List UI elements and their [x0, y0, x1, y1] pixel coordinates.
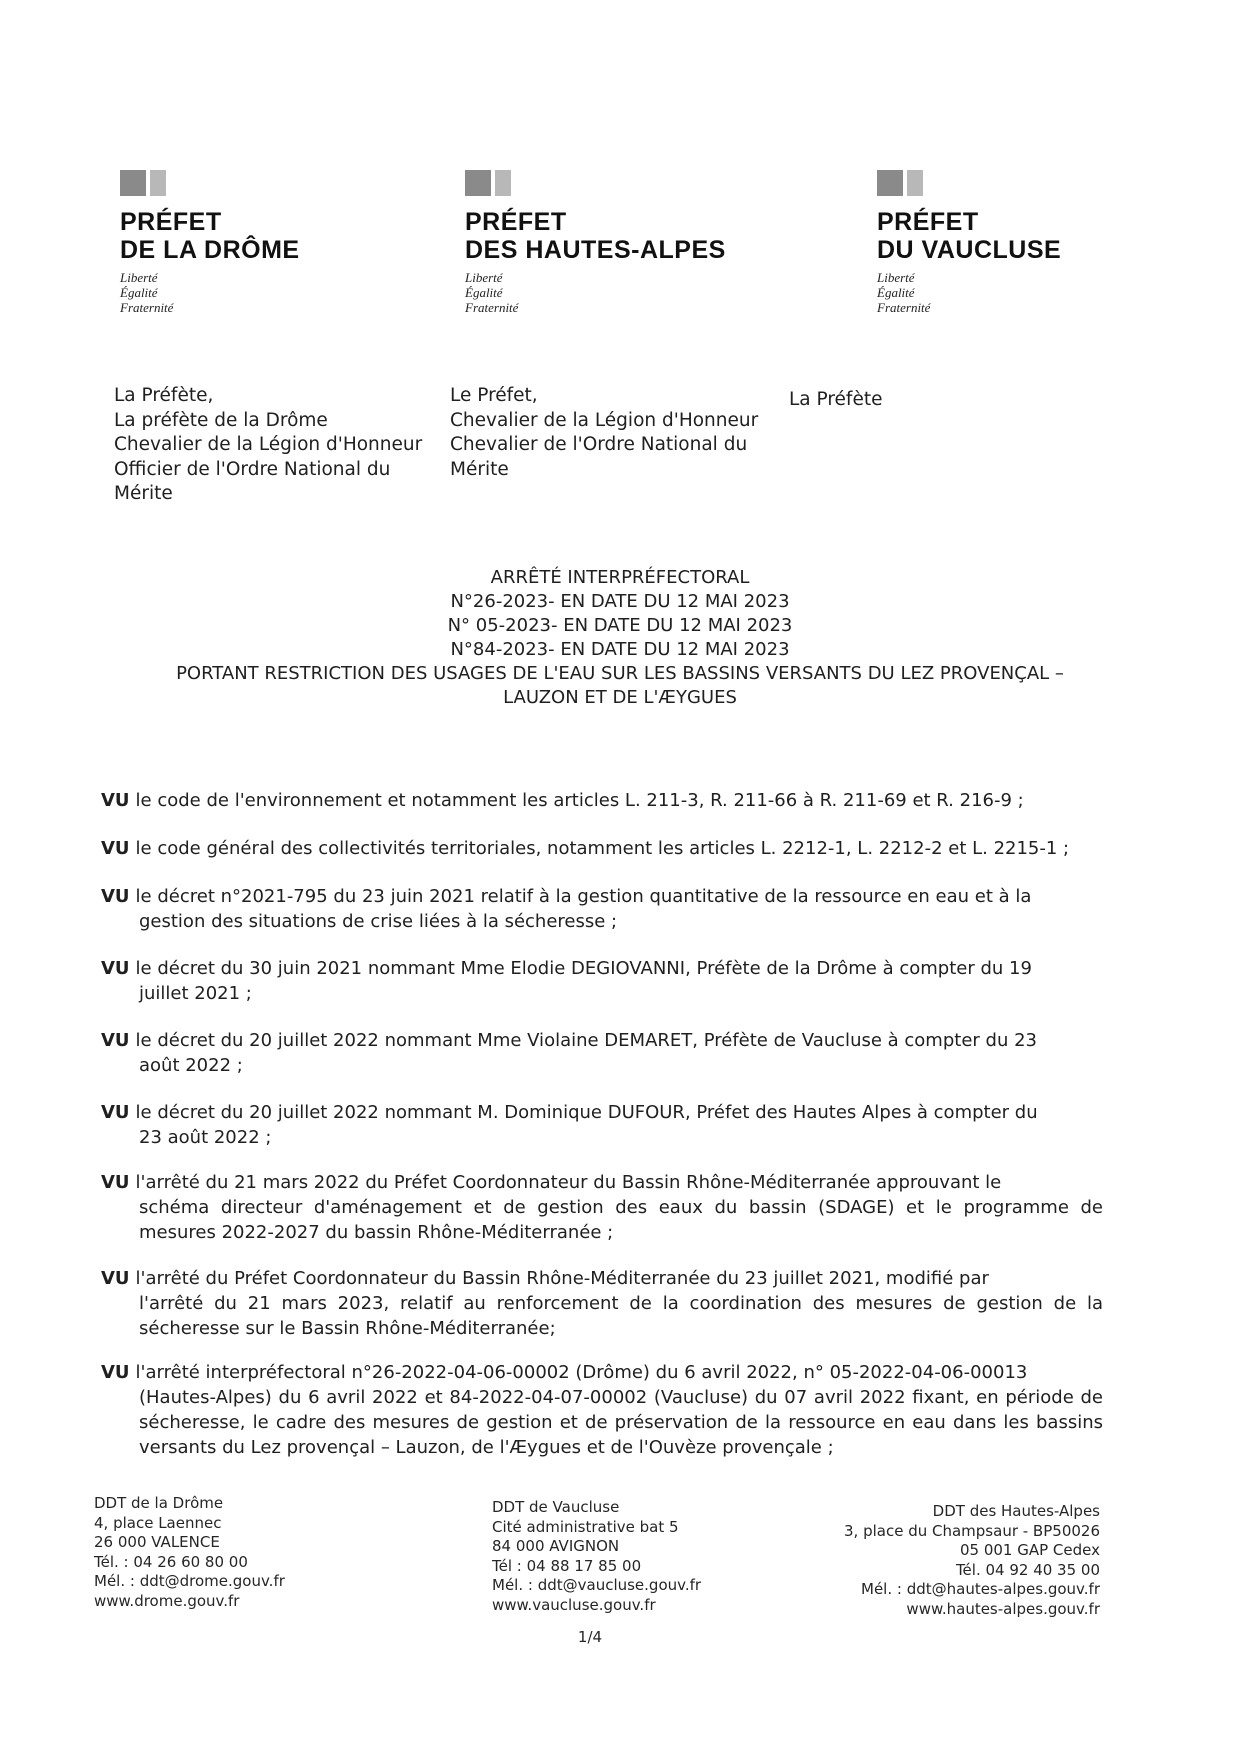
- vu-item: VU le code de l'environnement et notamment les articles L. 211-3, R. 211-66 à R. 211-69 et R. 216-9 ;: [101, 790, 1024, 811]
- logo-prefet-hautes-alpes: [465, 170, 785, 315]
- vu-keyword: VU: [101, 886, 130, 907]
- signatory-drome: La Préfète, La préfète de la Drôme Chevalier de la Légion d'Honneur Officier de l'Ordre National du Mérite: [114, 385, 423, 504]
- logo-motto: Liberté Égalité Fraternité: [120, 270, 174, 315]
- logo-motto: Liberté Égalité Fraternité: [877, 270, 931, 315]
- signatory-vaucluse: La Préfète: [789, 389, 883, 410]
- marianne-flag-icon: [465, 170, 785, 196]
- vu-item: VU le code général des collectivités territoriales, notamment les articles L. 2212-1, L. 2212-2 et L. 2215-1 ;: [101, 838, 1070, 859]
- logo-title: PRÉFET DU VAUCLUSE: [877, 208, 1062, 264]
- vu-keyword: VU: [101, 1268, 130, 1289]
- vu-item: VU l'arrêté interpréfectoral n°26-2022-04-06-00002 (Drôme) du 6 avril 2022, n° 05-2022-04-06-00013 (Hautes-Alpes) du 6 avril 2022 et 84-2022-04-07-00002 (Vaucluse) du 07 avril 2022 fixant, en période de sécheresse, le cadre des mesures de gestion et de préservation de la ressource en eau dans les bassins versants du Lez provençal – Lauzon, de l'Æygues et de l'Ouvèze provençale ;: [101, 1362, 1103, 1458]
- vu-keyword: VU: [101, 1172, 130, 1193]
- marianne-flag-icon: [877, 170, 1137, 196]
- vu-item: VU le décret du 30 juin 2021 nommant Mme Elodie DEGIOVANNI, Préfète de la Drôme à compter du 19 juillet 2021 ;: [101, 958, 1032, 1004]
- vu-item: VU l'arrêté du 21 mars 2022 du Préfet Coordonnateur du Bassin Rhône-Méditerranée approuvant le schéma directeur d'aménagement et de gestion des eaux du bassin (SDAGE) et le programme de mesures 2022-2027 du bassin Rhône-Méditerranée ;: [101, 1172, 1103, 1243]
- signatory-hautes-alpes: Le Préfet, Chevalier de la Légion d'Honneur Chevalier de l'Ordre National du Mérite: [450, 385, 759, 480]
- marianne-flag-icon: [120, 170, 440, 196]
- vu-item: VU le décret du 20 juillet 2022 nommant M. Dominique DUFOUR, Préfet des Hautes Alpes à compter du 23 août 2022 ;: [101, 1102, 1038, 1148]
- logo-title: PRÉFET DES HAUTES-ALPES: [465, 208, 726, 264]
- vu-keyword: VU: [101, 790, 130, 811]
- vu-keyword: VU: [101, 958, 130, 979]
- footer-ddt-drome: DDT de la Drôme 4, place Laennec 26 000 VALENCE Tél. : 04 26 60 80 00 Mél. : ddt@drome.gouv.fr www.drome.gouv.fr: [94, 1494, 285, 1610]
- page-number: 1/4: [577, 1628, 603, 1646]
- decree-title: ARRÊTÉ INTERPRÉFECTORAL N°26-2023- EN DATE DU 12 MAI 2023 N° 05-2023- EN DATE DU 12 MAI 2023 N°84-2023- EN DATE DU 12 MAI 2023 PORTANT RESTRICTION DES USAGES DE L'EAU SUR LES BASSINS VERSANTS DU LEZ PROVENÇAL – LAUZON ET DE L'ÆYGUES: [176, 567, 1064, 708]
- logo-prefet-drome: [120, 170, 440, 315]
- logo-title: PRÉFET DE LA DRÔME: [120, 208, 300, 264]
- logo-motto: Liberté Égalité Fraternité: [465, 270, 519, 315]
- footer-ddt-vaucluse: DDT de Vaucluse Cité administrative bat 5 84 000 AVIGNON Tél : 04 88 17 85 00 Mél. : ddt@vaucluse.gouv.fr www.vaucluse.gouv.fr: [492, 1498, 702, 1614]
- vu-keyword: VU: [101, 1362, 130, 1383]
- vu-item: VU l'arrêté du Préfet Coordonnateur du Bassin Rhône-Méditerranée du 23 juillet 2021, modifié par l'arrêté du 21 mars 2023, relatif au renforcement de la coordination des mesures de gestion de la sécheresse sur le Bassin Rhône-Méditerranée;: [101, 1268, 1103, 1339]
- logo-prefet-vaucluse: [877, 170, 1137, 315]
- vu-item: VU le décret du 20 juillet 2022 nommant Mme Violaine DEMARET, Préfète de Vaucluse à compter du 23 août 2022 ;: [101, 1030, 1037, 1076]
- vu-keyword: VU: [101, 1102, 130, 1123]
- footer-ddt-hautes-alpes: DDT des Hautes-Alpes 3, place du Champsaur - BP50026 05 001 GAP Cedex Tél. 04 92 40 35 00 Mél. : ddt@hautes-alpes.gouv.fr www.hautes-alpes.gouv.fr: [844, 1502, 1100, 1618]
- vu-keyword: VU: [101, 1030, 130, 1051]
- vu-item: VU le décret n°2021-795 du 23 juin 2021 relatif à la gestion quantitative de la ressource en eau et à la gestion des situations de crise liées à la sécheresse ;: [101, 886, 1032, 932]
- vu-keyword: VU: [101, 838, 130, 859]
